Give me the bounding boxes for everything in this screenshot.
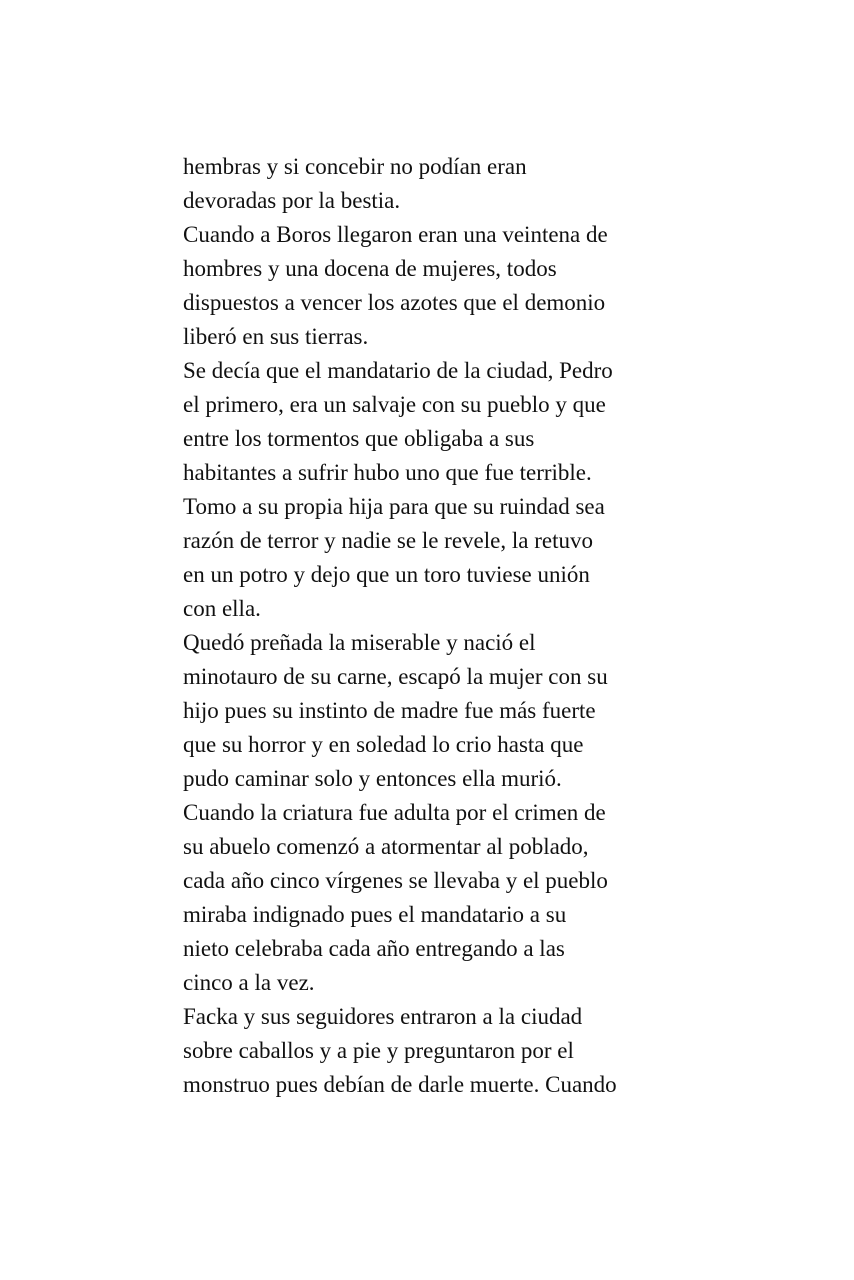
text-line: Tomo a su propia hija para que su ruindad sea: [183, 494, 605, 519]
text-line: que su horror y en soledad lo crio hasta que: [183, 732, 584, 757]
text-line: razón de terror y nadie se le revele, la retuvo: [183, 528, 593, 553]
text-line: entre los tormentos que obligaba a sus: [183, 426, 535, 451]
text-line: sobre caballos y a pie y preguntaron por el: [183, 1038, 574, 1063]
text-line: Cuando la criatura fue adulta por el crimen de: [183, 800, 606, 825]
text-line: Quedó preñada la miserable y nació el: [183, 630, 536, 655]
text-line: hembras y si concebir no podían eran: [183, 154, 527, 179]
text-line: Cuando a Boros llegaron eran una veintena de: [183, 222, 608, 247]
text-line: nieto celebraba cada año entregando a las: [183, 936, 565, 961]
text-line: hijo pues su instinto de madre fue más fuerte: [183, 698, 596, 723]
text-line: su abuelo comenzó a atormentar al poblado,: [183, 834, 589, 859]
text-line: en un potro y dejo que un toro tuviese unión: [183, 562, 590, 587]
text-line: miraba indignado pues el mandatario a su: [183, 902, 567, 927]
text-line: pudo caminar solo y entonces ella murió.: [183, 766, 562, 791]
text-line: minotauro de su carne, escapó la mujer con su: [183, 664, 608, 689]
text-line: habitantes a sufrir hubo uno que fue terrible.: [183, 460, 592, 485]
text-line: monstruo pues debían de darle muerte. Cuando: [183, 1072, 617, 1097]
text-line: el primero, era un salvaje con su pueblo y que: [183, 392, 606, 417]
body-text: [183, 150, 683, 1102]
text-line: Se decía que el mandatario de la ciudad, Pedro: [183, 358, 613, 383]
text-line: hombres y una docena de mujeres, todos: [183, 256, 557, 281]
text-line: Facka y sus seguidores entraron a la ciudad: [183, 1004, 583, 1029]
text-line: cinco a la vez.: [183, 970, 315, 995]
text-line: con ella.: [183, 596, 261, 621]
text-line: cada año cinco vírgenes se llevaba y el pueblo: [183, 868, 608, 893]
text-line: dispuestos a vencer los azotes que el demonio: [183, 290, 606, 315]
text-line: liberó en sus tierras.: [183, 324, 369, 349]
text-line: devoradas por la bestia.: [183, 188, 401, 213]
